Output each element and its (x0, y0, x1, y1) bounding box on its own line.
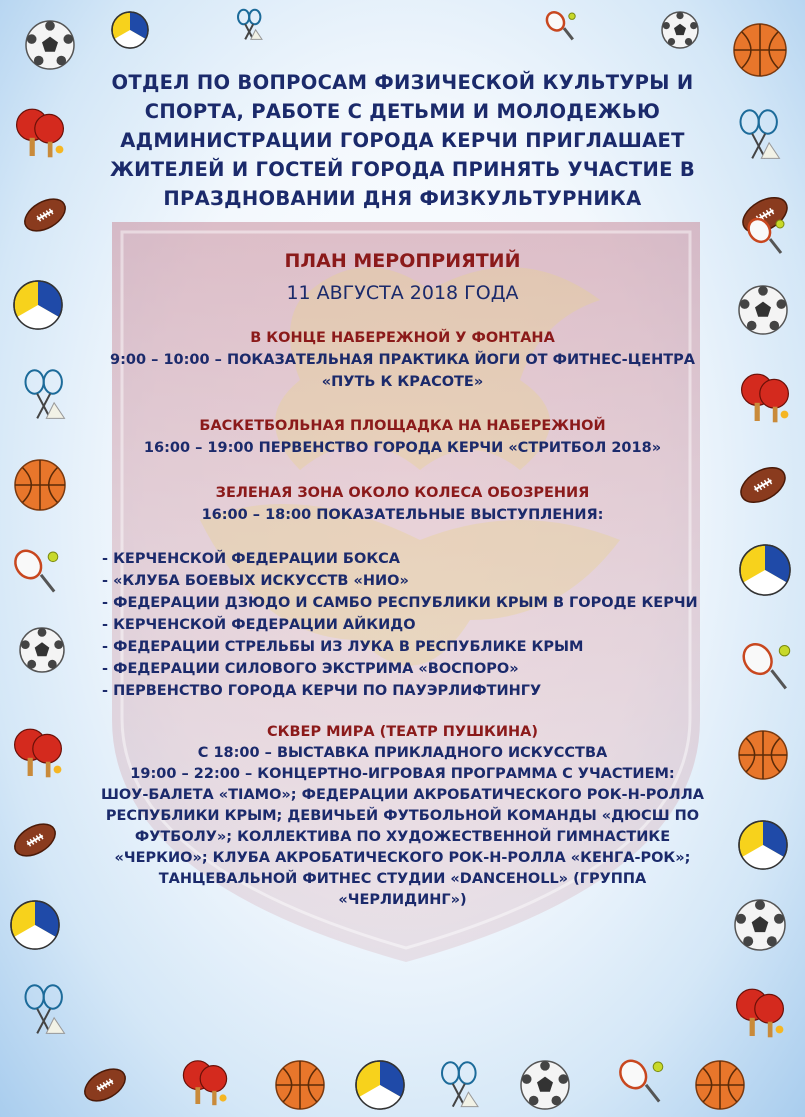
american-football-icon (19, 193, 70, 238)
badminton-rackets-icon (26, 985, 65, 1033)
list-item: - ФЕДЕРАЦИИ ДЗЮДО И САМБО РЕСПУБЛИКИ КРЫМ В ГОРОДЕ КЕРЧИ (102, 595, 698, 611)
event-line: ФУТБОЛУ»; КОЛЛЕКТИВА ПО ХУДОЖЕСТВЕННОЙ ГИМНАСТИКЕ (134, 829, 671, 845)
event-line: 19:00 – 22:00 – КОНЦЕРТНО-ИГРОВАЯ ПРОГРАММА С УЧАСТИЕМ: (130, 766, 675, 782)
plan-title: ПЛАН МЕРОПРИЯТИЙ (284, 250, 521, 272)
event-line: С 18:00 – ВЫСТАВКА ПРИКЛАДНОГО ИСКУССТВА (197, 745, 608, 761)
square-of-peace-section (100, 722, 705, 911)
event-line: 16:00 – 19:00 ПЕРВЕНСТВО ГОРОДА КЕРЧИ «СТРИТБОЛ 2018» (143, 440, 662, 456)
soccer-ball-icon (521, 1061, 569, 1109)
event-line: ТАНЦЕВАЛЬНОЙ ФИТНЕС СТУДИИ «DANCEHOLL» (ГРУППА (158, 871, 647, 887)
tennis-racket-icon (543, 9, 575, 40)
american-football-icon (79, 1063, 130, 1108)
event-venue: СКВЕР МИРА (ТЕАТР ПУШКИНА) (267, 724, 538, 740)
volleyball-icon (112, 12, 148, 48)
list-item: - ФЕДЕРАЦИИ СИЛОВОГО ЭКСТРИМА «ВОСПОРО» (102, 661, 519, 677)
event-line: «ЧЕРКИО»; КЛУБА АКРОБАТИЧЕСКОГО РОК-Н-РОЛЛА «КЕНГА-РОК»; (114, 850, 691, 866)
header-line: АДМИНИСТРАЦИИ ГОРОДА КЕРЧИ ПРИГЛАШАЕТ (120, 129, 685, 152)
list-item: - КЕРЧЕНСКОЙ ФЕДЕРАЦИИ АЙКИДО (102, 617, 416, 633)
list-item: - КЕРЧЕНСКОЙ ФЕДЕРАЦИИ БОКСА (102, 551, 401, 567)
performers-list (102, 548, 712, 702)
event-line: «ПУТЬ К КРАСОТЕ» (321, 374, 484, 390)
event-venue: В КОНЦЕ НАБЕРЕЖНОЙ У ФОНТАНА (250, 330, 555, 346)
american-football-icon (9, 818, 60, 863)
badminton-rackets-icon (442, 1062, 478, 1106)
volleyball-icon (740, 545, 790, 595)
basketball-icon (696, 1061, 744, 1109)
event-line: 16:00 – 18:00 ПОКАЗАТЕЛЬНЫЕ ВЫСТУПЛЕНИЯ: (201, 507, 604, 523)
soccer-ball-icon (26, 21, 74, 69)
soccer-ball-icon (20, 628, 64, 672)
volleyball-icon (739, 821, 787, 869)
event-line: ШОУ-БАЛЕТА «TIAMO»; ФЕДЕРАЦИИ АКРОБАТИЧЕСКОГО РОК-Н-РОЛЛА (100, 787, 704, 803)
event-line: РЕСПУБЛИКИ КРЫМ; ДЕВИЧЬЕЙ ФУТБОЛЬНОЙ КОМАНДЫ «ДЮСШ ПО (105, 808, 700, 824)
tennis-racket-icon (10, 546, 58, 592)
soccer-ball-icon (735, 900, 785, 950)
header-line: ПРАЗДНОВАНИИ ДНЯ ФИЗКУЛЬТУРНИКА (163, 187, 642, 210)
header-line: ЖИТЕЛЕЙ И ГОСТЕЙ ГОРОДА ПРИНЯТЬ УЧАСТИЕ В (109, 158, 696, 181)
ping-pong-paddles-icon (15, 729, 62, 777)
ping-pong-paddles-icon (17, 109, 64, 157)
plan-date: 11 АВГУСТА 2018 ГОДА (286, 282, 519, 304)
event-venue: ЗЕЛЕНАЯ ЗОНА ОКОЛО КОЛЕСА ОБОЗРЕНИЯ (215, 485, 590, 501)
event-venue: БАСКЕТБОЛЬНАЯ ПЛОЩАДКА НА НАБЕРЕЖНОЙ (199, 418, 606, 434)
badminton-rackets-icon (741, 110, 780, 158)
badminton-rackets-icon (238, 10, 262, 40)
event-line: «ЧЕРЛИДИНГ») (338, 892, 467, 908)
volleyball-icon (356, 1061, 404, 1109)
invitation-header (95, 68, 710, 213)
basketball-icon (276, 1061, 324, 1109)
volleyball-icon (11, 901, 59, 949)
list-item: - «КЛУБА БОЕВЫХ ИСКУССТВ «НИО» (102, 573, 409, 589)
ping-pong-paddles-icon (183, 1061, 226, 1105)
basketball-icon (734, 24, 786, 76)
tennis-racket-icon (738, 639, 790, 689)
ping-pong-paddles-icon (737, 989, 784, 1037)
event-line: 9:00 – 10:00 – ПОКАЗАТЕЛЬНАЯ ПРАКТИКА ЙОГИ ОТ ФИТНЕС-ЦЕНТРА (110, 352, 695, 368)
tennis-racket-icon (615, 1056, 663, 1102)
header-line: ОТДЕЛ ПО ВОПРОСАМ ФИЗИЧЕСКОЙ КУЛЬТУРЫ И (111, 71, 694, 94)
list-item: - ФЕДЕРАЦИИ СТРЕЛЬБЫ ИЗ ЛУКА В РЕСПУБЛИКЕ КРЫМ (102, 639, 584, 655)
header-line: СПОРТА, РАБОТЕ С ДЕТЬМИ И МОЛОДЕЖЬЮ (144, 100, 661, 123)
basketball-icon (739, 731, 787, 779)
soccer-ball-icon (662, 12, 698, 48)
list-item: - ПЕРВЕНСТВО ГОРОДА КЕРЧИ ПО ПАУЭРЛИФТИНГУ (102, 683, 542, 699)
